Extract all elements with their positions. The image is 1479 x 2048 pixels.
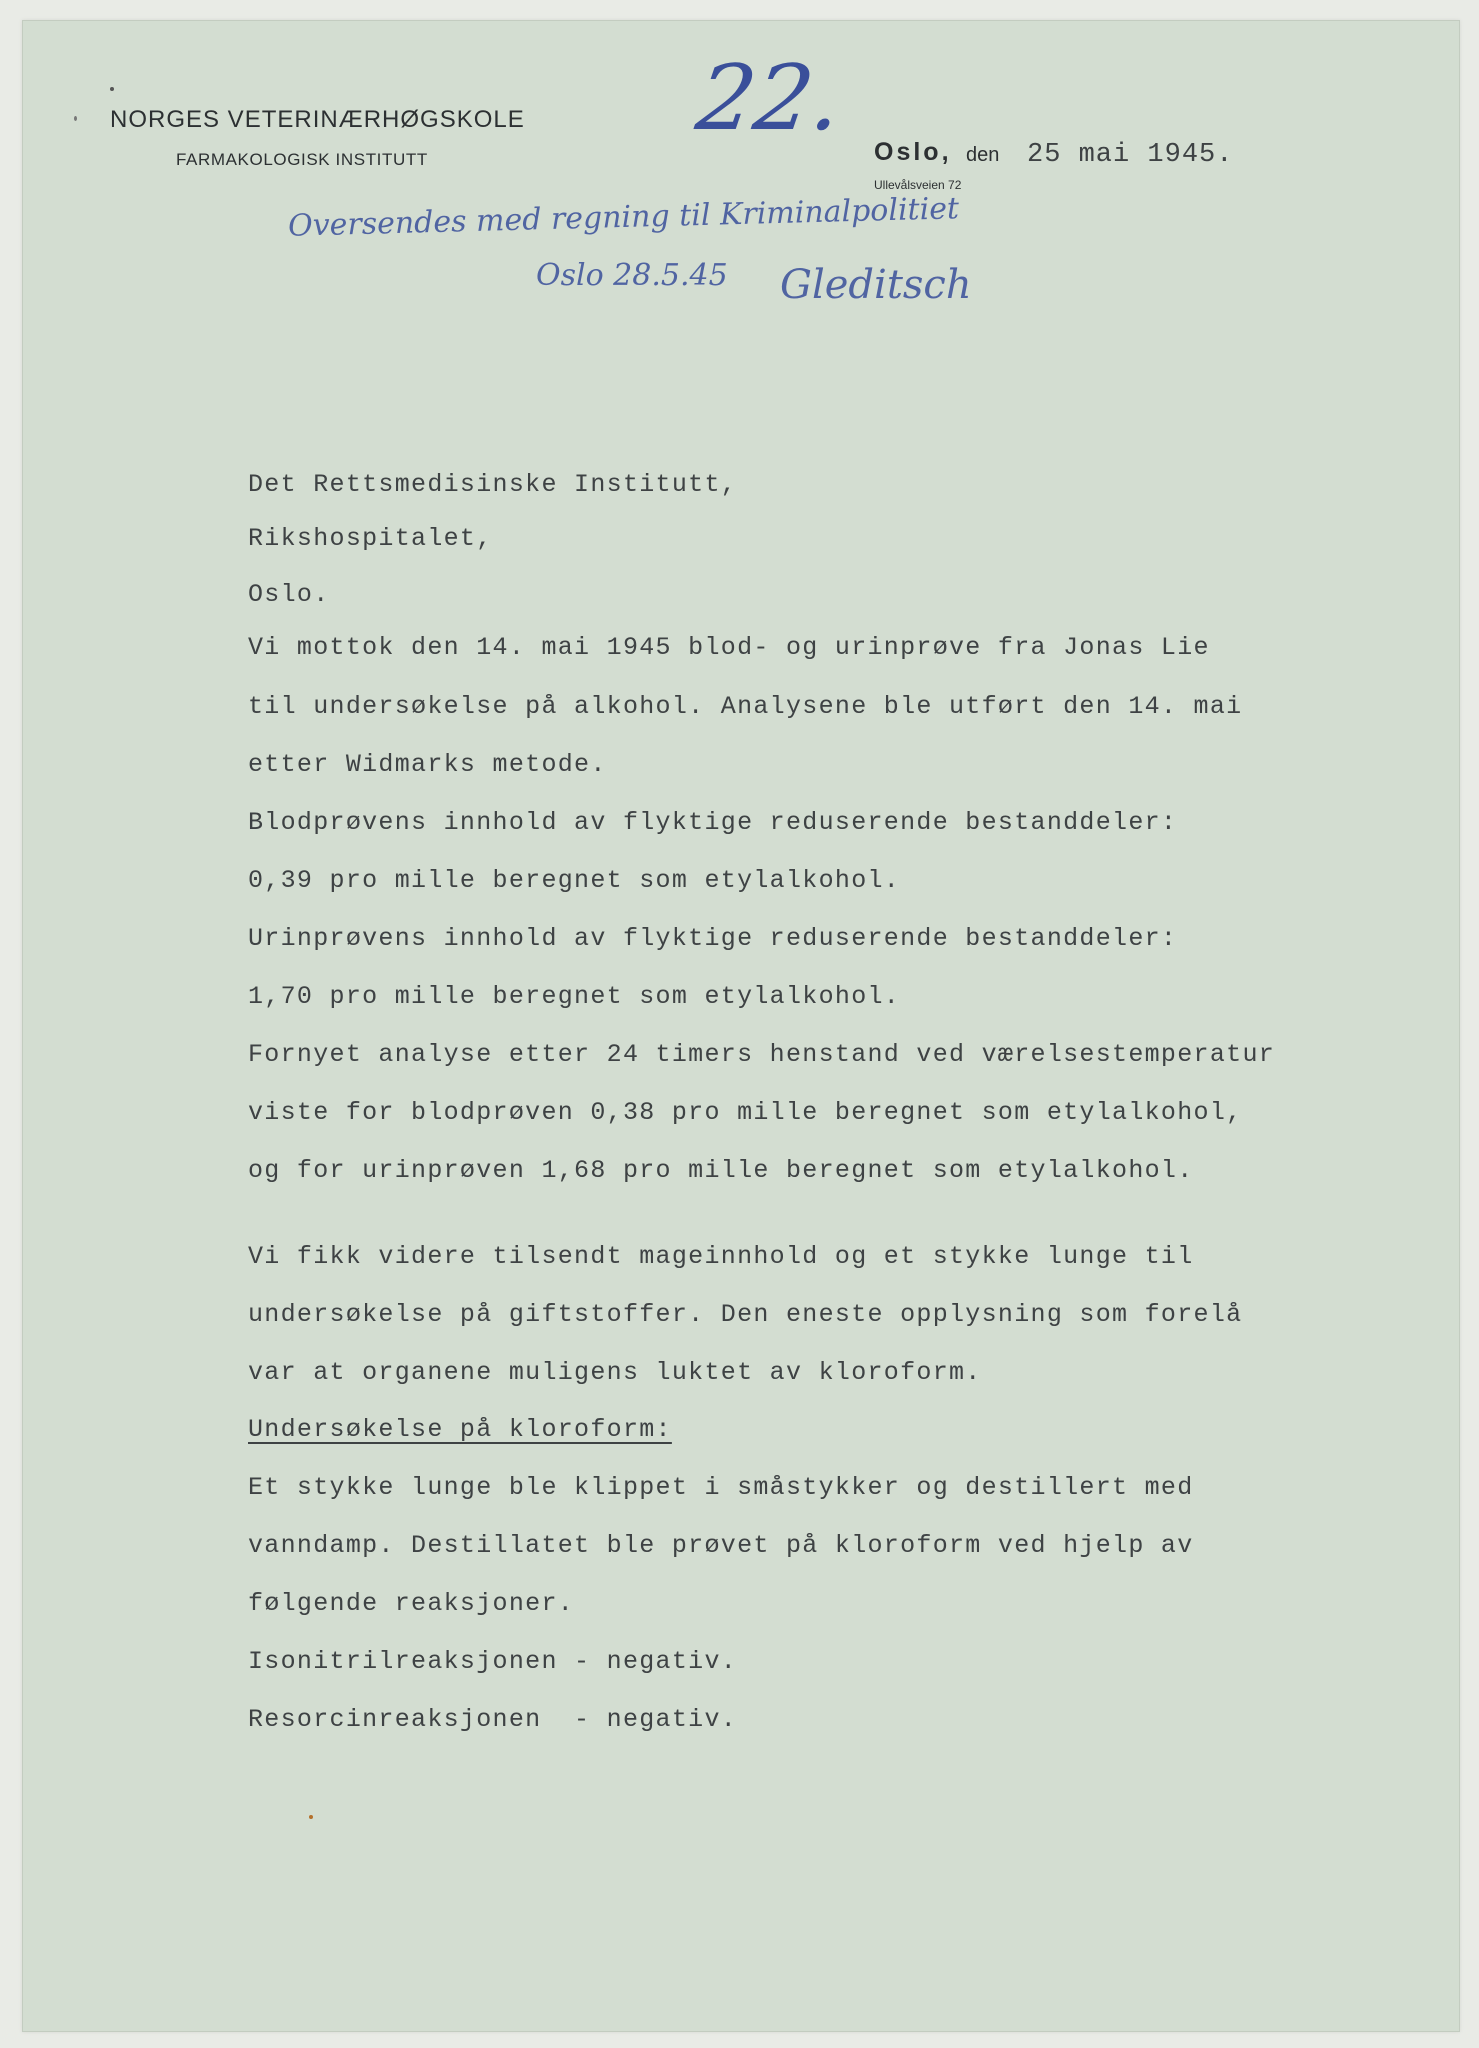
paper-mark: [110, 87, 114, 91]
handwritten-note-date: Oslo 28.5.45: [536, 258, 728, 293]
body-line: viste for blodprøven 0,38 pro mille beregnet som etylalkohol,: [248, 1098, 1243, 1127]
department-name: FARMAKOLOGISK INSTITUTT: [176, 150, 428, 169]
section-heading: Undersøkelse på kloroform:: [248, 1415, 672, 1444]
body-line: Fornyet analyse etter 24 timers henstand ved værelsestemperatur: [248, 1040, 1276, 1069]
letter-date: 25 mai 1945.: [1027, 140, 1234, 170]
handwritten-signature: Gleditsch: [780, 262, 972, 308]
body-line: etter Widmarks metode.: [248, 750, 607, 779]
institution-address: Ullevålsveien 72: [874, 178, 962, 192]
body-line: til undersøkelse på alkohol. Analysene ble utført den 14. mai: [248, 692, 1243, 721]
letter-den-label: den: [966, 144, 1000, 166]
page-number-annotation: 22.: [690, 46, 849, 151]
body-line: og for urinprøven 1,68 pro mille beregnet som etylalkohol.: [248, 1156, 1194, 1185]
body-line: undersøkelse på giftstoffer. Den eneste opplysning som forelå: [248, 1300, 1243, 1329]
paper-mark: [74, 116, 77, 121]
body-line: var at organene muligens luktet av kloroform.: [248, 1358, 982, 1387]
recipient-line: Det Rettsmedisinske Institutt,: [248, 470, 738, 499]
body-line: følgende reaksjoner.: [248, 1589, 575, 1618]
recipient-line: Oslo.: [248, 580, 330, 609]
letter-sheet: [22, 20, 1460, 2032]
paper-mark: [309, 1815, 313, 1819]
handwritten-forwarding-note: Oversendes med regning til Kriminalpolitiet: [287, 191, 960, 244]
body-line: Urinprøvens innhold av flyktige reduserende bestanddeler:: [248, 924, 1178, 953]
institution-name: NORGES VETERINÆRHØGSKOLE: [110, 106, 525, 133]
body-line: Vi mottok den 14. mai 1945 blod- og urinprøve fra Jonas Lie: [248, 633, 1210, 662]
recipient-line: Rikshospitalet,: [248, 524, 493, 553]
body-line: Vi fikk videre tilsendt mageinnhold og et stykke lunge til: [248, 1242, 1194, 1271]
body-line: 0,39 pro mille beregnet som etylalkohol.: [248, 866, 901, 895]
body-line: Resorcinreaksjonen - negativ.: [248, 1705, 738, 1734]
body-line: 1,70 pro mille beregnet som etylalkohol.: [248, 982, 901, 1011]
letter-place: Oslo,: [874, 138, 952, 166]
body-line: Isonitrilreaksjonen - negativ.: [248, 1647, 738, 1676]
body-line: Blodprøvens innhold av flyktige reduserende bestanddeler:: [248, 808, 1178, 837]
body-line: Et stykke lunge ble klippet i småstykker og destillert med: [248, 1473, 1194, 1502]
body-line: vanndamp. Destillatet ble prøvet på kloroform ved hjelp av: [248, 1531, 1194, 1560]
